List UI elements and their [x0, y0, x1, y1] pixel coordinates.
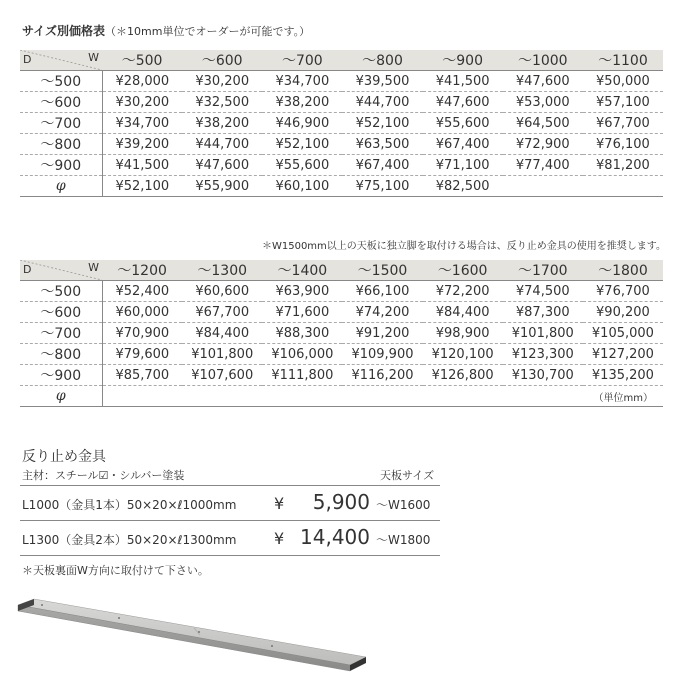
price-cell: ¥120,100 [431, 346, 494, 362]
price-cell: ¥87,300 [515, 304, 570, 320]
price-cell: ¥44,700 [355, 94, 410, 110]
table-header-row [20, 50, 663, 71]
price-cell: ¥55,600 [435, 115, 490, 131]
row-label: ～600 [20, 302, 102, 323]
price-cell: ¥55,600 [275, 157, 330, 173]
hardware-item-yen: ¥ [274, 494, 285, 513]
price-cell: ¥47,600 [435, 94, 490, 110]
row-label: ～500 [20, 71, 102, 92]
col-header: ～1200 [102, 260, 182, 281]
table-row [20, 71, 663, 92]
col-header: ～600 [182, 50, 262, 71]
price-cell: ¥60,100 [275, 178, 330, 194]
price-cell: ¥72,900 [515, 136, 570, 152]
price-table-title [22, 22, 310, 39]
price-cell: ¥38,200 [275, 94, 330, 110]
table-row [20, 386, 663, 407]
price-cell: ¥74,200 [355, 304, 410, 320]
divider [20, 555, 440, 556]
row-label: ～800 [20, 134, 102, 155]
price-cell: ¥47,600 [515, 73, 570, 89]
price-cell: ¥32,500 [195, 94, 250, 110]
row-label: ～800 [20, 344, 102, 365]
price-cell: ¥39,500 [355, 73, 410, 89]
price-cell: ¥64,500 [515, 115, 570, 131]
row-label: ～600 [20, 92, 102, 113]
table-row [20, 113, 663, 134]
hardware-item-price: 14,400 [300, 525, 370, 549]
price-cell: ¥39,200 [115, 136, 170, 152]
row-label: ～700 [20, 113, 102, 134]
row-label: φ [20, 176, 102, 197]
col-header: ～1500 [342, 260, 422, 281]
price-cell: ¥50,000 [596, 73, 650, 89]
price-cell: ¥30,200 [115, 94, 170, 110]
price-cell: ¥71,100 [435, 157, 490, 173]
price-cell: ¥52,100 [115, 178, 170, 194]
price-cell: ¥34,700 [115, 115, 170, 131]
price-cell: ¥76,700 [596, 283, 650, 299]
row-label: ～900 [20, 155, 102, 176]
price-cell: ¥123,300 [511, 346, 574, 362]
title-main: サイズ別価格表 [22, 24, 106, 38]
price-cell: ¥105,000 [591, 325, 654, 341]
corner-w-label: W [88, 261, 99, 274]
table-row [20, 323, 663, 344]
price-cell: ¥70,900 [115, 325, 170, 341]
col-header: ～1100 [583, 50, 663, 71]
corner-w-label: W [88, 51, 99, 64]
price-cell: ¥84,400 [195, 325, 250, 341]
price-cell: ¥126,800 [431, 367, 494, 383]
price-cell: ¥67,700 [195, 304, 250, 320]
row-label: ～700 [20, 323, 102, 344]
unit-note: （単位mm） [593, 392, 653, 404]
table-row [20, 344, 663, 365]
col-header: ～800 [342, 50, 422, 71]
price-cell: ¥101,800 [191, 346, 254, 362]
price-cell: ¥63,900 [275, 283, 330, 299]
price-cell: ¥71,600 [275, 304, 330, 320]
price-cell: ¥67,400 [435, 136, 490, 152]
price-cell: ¥52,100 [275, 136, 330, 152]
col-header: ～900 [423, 50, 503, 71]
table-row [20, 365, 663, 386]
corner-d-label: D [23, 263, 32, 276]
hardware-material: 主材：スチール☑・シルバー塗装 [22, 469, 185, 482]
price-cell: ¥101,800 [511, 325, 574, 341]
price-cell: ¥60,000 [115, 304, 170, 320]
hardware-size-header: 天板サイズ [380, 469, 435, 482]
price-cell: ¥28,000 [115, 73, 170, 89]
corner-cell [20, 50, 102, 71]
price-cell: ¥91,200 [355, 325, 410, 341]
price-cell: ¥116,200 [351, 367, 414, 383]
hardware-item-yen: ¥ [274, 529, 285, 548]
price-cell: ¥67,700 [596, 115, 650, 131]
price-cell: ¥84,400 [435, 304, 490, 320]
price-cell: ¥46,900 [275, 115, 330, 131]
price-cell: ¥41,500 [115, 157, 170, 173]
price-cell: ¥81,200 [596, 157, 650, 173]
price-cell: ¥44,700 [195, 136, 250, 152]
price-cell: ¥34,700 [275, 73, 330, 89]
price-cell: ¥38,200 [195, 115, 250, 131]
mounting-note: ＊天板裏面W方向に取付けて下さい。 [22, 564, 209, 577]
row-label: ～900 [20, 365, 102, 386]
price-cell [583, 176, 663, 197]
hardware-item-name: L1000（金具1本）50×20×ℓ1000mm [22, 498, 237, 512]
price-cell: ¥41,500 [435, 73, 490, 89]
table-row [20, 92, 663, 113]
price-cell: ¥47,600 [195, 157, 250, 173]
table-row [20, 176, 663, 197]
col-header: ～1700 [503, 260, 583, 281]
hardware-title: 反り止め金具 [22, 449, 106, 465]
price-cell: ¥63,500 [355, 136, 410, 152]
price-cell: ¥75,100 [355, 178, 410, 194]
price-cell: ¥106,000 [271, 346, 334, 362]
price-cell: ¥77,400 [515, 157, 570, 173]
price-cell: ¥135,200 [591, 367, 654, 383]
price-cell: ¥67,400 [355, 157, 410, 173]
col-header: ～1800 [583, 260, 663, 281]
price-cell: ¥109,900 [351, 346, 414, 362]
col-header: ～500 [102, 50, 182, 71]
price-cell: ¥52,400 [115, 283, 170, 299]
col-header: ～1300 [182, 260, 262, 281]
price-cell: ¥98,900 [435, 325, 490, 341]
hardware-item-price: 5,900 [312, 490, 370, 514]
independent-leg-note: ＊W1500mm以上の天板に独立脚を取付ける場合は、反り止め金具の使用を推奨します。 [261, 241, 666, 252]
price-cell: ¥76,100 [596, 136, 650, 152]
price-cell: ¥127,200 [591, 346, 654, 362]
price-cell: ¥130,700 [511, 367, 574, 383]
price-cell: ¥66,100 [355, 283, 410, 299]
price-cell: ¥82,500 [435, 178, 490, 194]
hardware-item-max: ～W1800 [376, 533, 431, 547]
hardware-item-max: ～W1600 [376, 498, 431, 512]
price-cell: ¥90,200 [596, 304, 650, 320]
row-label: ～500 [20, 281, 102, 302]
table-row [20, 155, 663, 176]
price-cell [503, 176, 583, 197]
table-row [20, 281, 663, 302]
corner-d-label: D [23, 53, 32, 66]
price-cell: ¥107,600 [191, 367, 254, 383]
price-cell: ¥53,000 [515, 94, 570, 110]
price-table-large [20, 260, 663, 407]
col-header: ～1000 [503, 50, 583, 71]
price-table-small [20, 50, 663, 197]
divider [20, 485, 440, 486]
price-cell: ¥60,600 [195, 283, 250, 299]
price-cell: ¥111,800 [271, 367, 334, 383]
hardware-item-name: L1300（金具2本）50×20×ℓ1300mm [22, 533, 237, 547]
divider [20, 520, 440, 521]
title-note: （＊10mm単位でオーダーが可能です。） [105, 25, 311, 38]
price-cell: ¥79,600 [115, 346, 170, 362]
table-header-row [20, 260, 663, 281]
col-header: ～1600 [423, 260, 503, 281]
col-header: ～700 [262, 50, 342, 71]
price-cell: ¥74,500 [515, 283, 570, 299]
price-cell: ¥85,700 [115, 367, 170, 383]
col-header: ～1400 [262, 260, 342, 281]
price-cell: ¥30,200 [195, 73, 250, 89]
table-row [20, 302, 663, 323]
price-cell: ¥72,200 [435, 283, 490, 299]
bracket-image [14, 595, 374, 675]
row-label: φ [20, 386, 102, 407]
price-cell: ¥55,900 [195, 178, 250, 194]
corner-cell [20, 260, 102, 281]
table-row [20, 134, 663, 155]
price-cell: ¥57,100 [596, 94, 650, 110]
price-cell: ¥52,100 [355, 115, 410, 131]
price-cell: ¥88,300 [275, 325, 330, 341]
